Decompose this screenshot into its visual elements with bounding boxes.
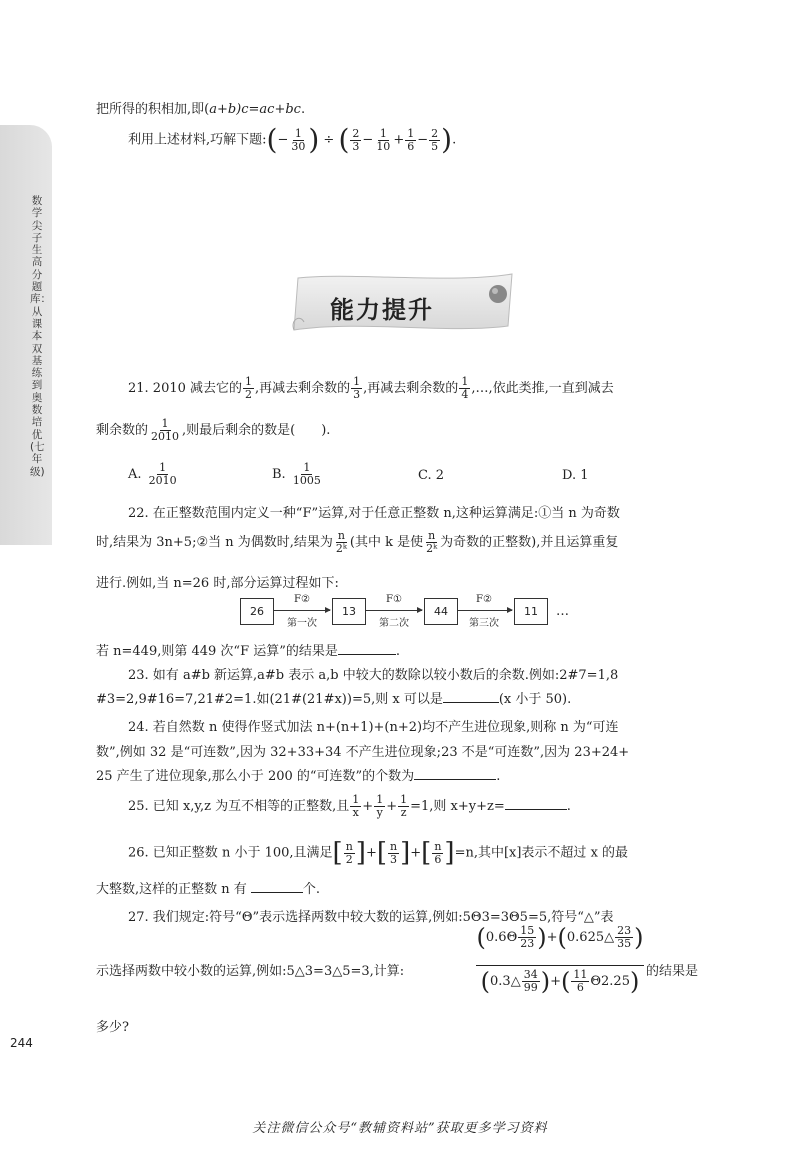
answer-blank (443, 690, 499, 703)
fraction: $\frac{1}{z}$ (400, 793, 408, 819)
book-title: 数学尖子生高分题库：从课本双基练到奥数培优(七年级) (30, 195, 51, 478)
fraction: $\frac{n}{\text{2ᵏ}}$ (335, 529, 347, 555)
q21-line-2: 剩余数的 $\frac{1}{2010}$ ,则最后剩余的数是( ). (96, 417, 331, 443)
answer-blank (505, 797, 567, 810)
flow-box: 26 (240, 598, 274, 625)
intro-line-1: 把所得的积相加,即(a+b)c=ac+bc. (96, 102, 306, 117)
q22-line-4: 若 n=449,则第 449 次“F 运算”的结果是 . (96, 644, 401, 659)
fraction: $\frac{1}{4}$ (461, 375, 469, 401)
q21-option-c: C. 2 (418, 468, 445, 483)
fraction: $\frac{1}{2010}$ (148, 461, 177, 487)
footer-note: 关注微信公众号“教辅资料站”获取更多学习资料 (252, 1121, 548, 1136)
fraction: $\frac{1}{30}$ (291, 126, 306, 153)
flow-op-label: F① (386, 594, 402, 605)
fraction: $\frac{2}{3}$ (352, 126, 360, 153)
fraction: $\frac{n}{2}$ (345, 839, 353, 866)
q26-line-1: 26. 已知正整数 n 小于 100,且满足[ $\frac{n}{2}$ ]+[ $\frac{n}{3}$ ]+[ $\frac{n}{6}$ ]=n,其中[x]表示不超过 x 的最 (128, 838, 629, 868)
fraction: $\frac{1}{2010}$ (151, 417, 180, 443)
fraction: $\frac{n}{3}$ (390, 839, 398, 866)
flow-op-label: F② (476, 594, 492, 605)
q26-line-2: 大整数,这样的正整数 n 有 个. (96, 882, 321, 897)
q27-line-2-suffix: 的结果是 (646, 964, 699, 979)
fraction: $\frac{34}{99}$ (523, 968, 538, 994)
flow-op-label: F② (294, 594, 310, 605)
q22-line-3: 进行.例如,当 n=26 时,部分运算过程如下: (96, 576, 339, 591)
fraction: $\frac{15}{23}$ (520, 924, 535, 950)
sidebar-tab (0, 125, 52, 545)
answer-blank (414, 767, 496, 780)
flow-diagram (240, 592, 600, 632)
q21-option-a: A. $\frac{1}{2010}$ (128, 461, 177, 487)
q24-line-1: 24. 若自然数 n 使得作竖式加法 n+(n+1)+(n+2)均不产生进位现象,则称 n 为“可连 (128, 720, 619, 735)
q27-line-3: 多少? (96, 1020, 129, 1035)
fraction-bar (476, 965, 644, 966)
section-title: 能力提升 (330, 296, 434, 324)
flow-arrow (458, 610, 512, 611)
flow-step-label: 第三次 (469, 618, 499, 629)
q21-line-1: 21. 2010 减去它的 $\frac{1}{2}$ ,再减去剩余数的 $\frac{1}{3}$ ,再减去剩余数的 $\frac{1}{4}$ ,…,依此类推,一直到减去 (128, 375, 614, 401)
q27-line-1: 27. 我们规定:符号“Θ”表示选择两数中较大数的运算,例如:5Θ3=3Θ5=5,符号“△”表 (128, 910, 614, 925)
q24-line-2: 数”,例如 32 是“可连数”,因为 32+33+34 不产生进位现象;23 不是“可连数”,因为 23+24+ (96, 745, 630, 760)
q27-line-2-prefix: 示选择两数中较小数的运算,例如:5△3=3△5=3,计算: (96, 964, 405, 979)
q23-line-1: 23. 如有 a#b 新运算,a#b 表示 a,b 中较大的数除以较小数后的余数.例如:2#7=1,8 (128, 668, 619, 683)
compound-fraction (476, 925, 644, 1009)
flow-box: 44 (424, 598, 458, 625)
fraction: $\frac{23}{35}$ (617, 924, 632, 950)
flow-arrow (274, 610, 330, 611)
fraction: $\frac{11}{6}$ (573, 968, 588, 994)
answer-blank (251, 880, 303, 893)
fraction: $\frac{1}{x}$ (352, 793, 360, 819)
fraction: $\frac{2}{5}$ (431, 126, 439, 153)
fraction: $\frac{1}{1005}$ (292, 461, 321, 487)
fraction: $\frac{1}{2}$ (245, 375, 253, 401)
fraction: $\frac{n}{6}$ (434, 839, 442, 866)
flow-arrow (366, 610, 422, 611)
fraction: $\frac{1}{3}$ (353, 375, 361, 401)
fraction: $\frac{n}{\text{2ᵏ}}$ (426, 529, 438, 555)
page-number: 244 (10, 1036, 33, 1050)
fraction-numerator: (0.6Θ $\frac{15}{23}$ )+(0.625△ $\frac{23}{35}$ ) (476, 923, 644, 952)
fraction: $\frac{1}{6}$ (407, 126, 415, 153)
fraction-denominator: (0.3△ $\frac{34}{99}$ )+( $\frac{11}{6}$ Θ2.25) (480, 967, 640, 996)
q21-option-b: B. $\frac{1}{1005}$ (272, 461, 321, 487)
flow-box: 11 (514, 598, 548, 625)
fraction: $\frac{1}{10}$ (376, 126, 391, 153)
answer-blank (338, 642, 396, 655)
q25-line: 25. 已知 x,y,z 为互不相等的正整数,且 $\frac{1}{x}$ + $\frac{1}{y}$ + $\frac{1}{z}$ =1,则 x+y+z= . (128, 793, 571, 819)
intro-line-2: 利用上述材料,巧解下题:(− $\frac{1}{30}$ ) ÷ ( $\frac{2}{3}$ − $\frac{1}{10}$ + $\frac{1}{6}$ − $\frac{2}{5}$ ). (128, 123, 457, 156)
q22-line-2: 时,结果为 3n+5;②当 n 为偶数时,结果为 $\frac{n}{\text{2ᵏ}}$ (其中 k 是使 $\frac{n}{\text{2ᵏ}}$ 为奇数的正整数),并且运算重复 (96, 529, 619, 555)
flow-box: 13 (332, 598, 366, 625)
flow-step-label: 第二次 (379, 618, 409, 629)
q21-option-d: D. 1 (562, 468, 589, 483)
q23-line-2: #3=2,9#16=7,21#2=1.如(21#(21#x))=5,则 x 可以是 (x 小于 50). (96, 692, 572, 707)
flow-ellipsis: … (556, 604, 569, 619)
fraction: $\frac{1}{y}$ (376, 793, 384, 819)
flow-step-label: 第一次 (287, 618, 317, 629)
q24-line-3: 25 产生了进位现象,那么小于 200 的“可连数”的个数为 . (96, 769, 501, 784)
q22-line-1: 22. 在正整数范围内定义一种“F”运算,对于任意正整数 n,这种运算满足:①当 n 为奇数 (128, 506, 620, 521)
